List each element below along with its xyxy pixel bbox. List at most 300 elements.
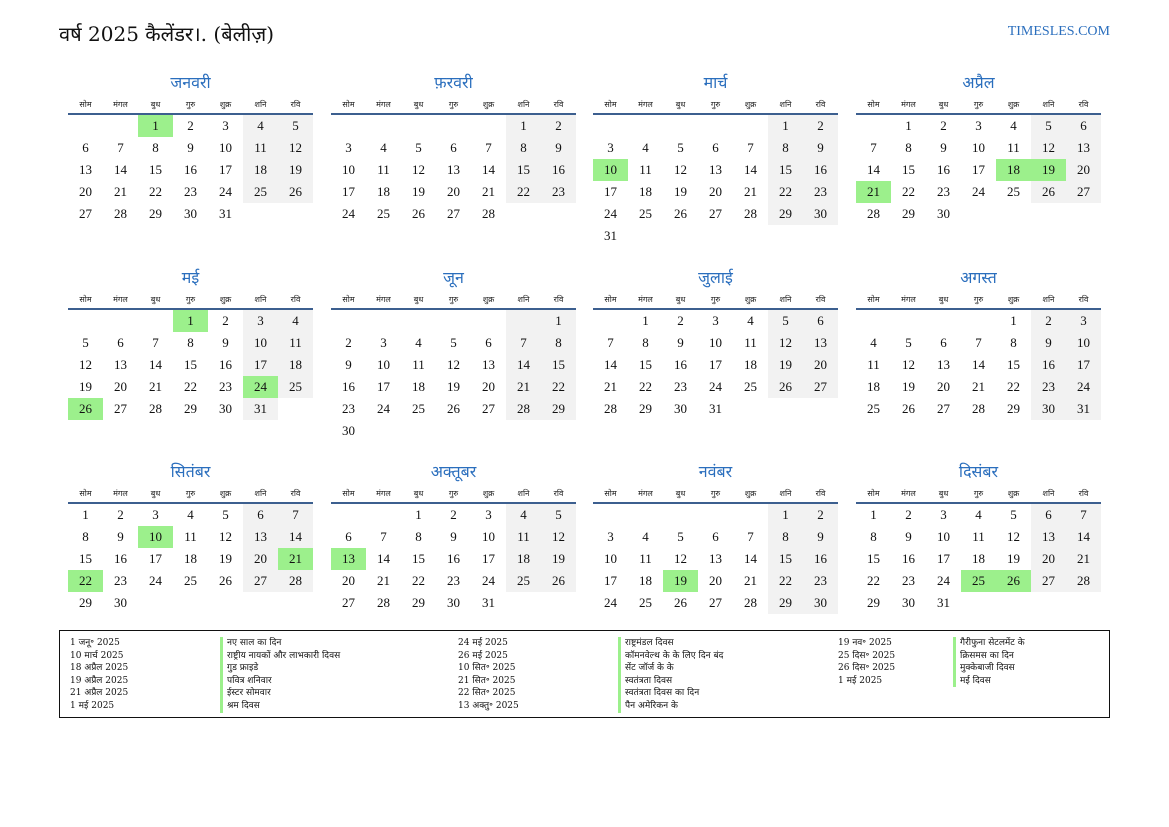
weekday-label: शुक्र [482, 295, 495, 304]
weekday-label: बुध [938, 489, 949, 498]
day-cell: 17 [709, 357, 722, 372]
day-cell: 28 [482, 206, 495, 221]
weekday-label: सोम [867, 295, 880, 304]
day-cell: 26 [902, 401, 915, 416]
day-cell: 27 [447, 206, 460, 221]
weekday-label: रवि [553, 489, 564, 498]
weekday-header [68, 98, 313, 112]
holiday-date: 1 मई 2025 [838, 675, 883, 686]
day-cell: 12 [1007, 529, 1020, 544]
day-cell: 3 [485, 507, 492, 522]
day-cell: 28 [604, 401, 617, 416]
day-cell: 29 [867, 595, 880, 610]
weekday-label: बुध [413, 100, 424, 109]
holiday-date: 21 सित॰ 2025 [458, 675, 516, 686]
holiday-day: 1 [138, 115, 173, 137]
day-cell: 18 [243, 159, 278, 181]
day-cell: 22 [902, 184, 915, 199]
day-cell: 30 [937, 206, 950, 221]
day-cell: 23 [937, 184, 950, 199]
weekday-label: शुक्र [1007, 100, 1020, 109]
day-grid [593, 310, 838, 420]
day-cell: 3 [152, 507, 159, 522]
day-cell: 26 [674, 595, 687, 610]
day-cell: 23 [541, 181, 576, 203]
holiday-name: सेंट जॉर्ज के के [618, 662, 723, 675]
day-cell: 13 [937, 357, 950, 372]
empty-cell [331, 310, 366, 332]
day-cell: 19 [412, 184, 425, 199]
day-cell: 7 [278, 504, 313, 526]
day-cell: 25 [1007, 184, 1020, 199]
holiday-name: स्वतंत्रता दिवस का दिन [618, 687, 723, 700]
day-cell: 7 [506, 332, 541, 354]
day-cell: 27 [1066, 181, 1101, 203]
day-cell: 4 [415, 335, 422, 350]
day-cell: 30 [114, 595, 127, 610]
day-cell: 17 [1066, 354, 1101, 376]
day-cell: 9 [940, 140, 947, 155]
day-cell: 30 [803, 203, 838, 225]
day-cell: 20 [709, 184, 722, 199]
empty-cell [103, 310, 138, 332]
day-cell: 6 [1031, 504, 1066, 526]
weekday-label: रवि [290, 100, 301, 109]
day-cell: 12 [278, 137, 313, 159]
day-cell: 14 [744, 551, 757, 566]
weekday-label: सोम [342, 489, 355, 498]
day-cell: 28 [867, 206, 880, 221]
day-cell: 28 [744, 206, 757, 221]
empty-cell [856, 115, 891, 137]
month-name: जून [443, 268, 464, 287]
weekday-label: गुरु [185, 100, 196, 109]
day-cell: 29 [149, 206, 162, 221]
holiday-day: 22 [68, 570, 103, 592]
day-cell: 15 [902, 162, 915, 177]
day-cell: 21 [604, 379, 617, 394]
month-calendar [593, 72, 838, 247]
site-link[interactable]: TIMESLES.COM [1007, 24, 1110, 39]
day-cell: 28 [377, 595, 390, 610]
day-cell: 6 [117, 335, 124, 350]
day-cell: 29 [768, 592, 803, 614]
holiday-name: गुड फ्राइडे [220, 662, 340, 675]
empty-cell [68, 310, 103, 332]
holiday-date: 26 मई 2025 [458, 650, 508, 661]
day-cell: 1 [905, 118, 912, 133]
day-cell: 11 [1007, 140, 1020, 155]
weekday-label: बुध [938, 100, 949, 109]
day-cell: 16 [937, 162, 950, 177]
day-cell: 4 [870, 335, 877, 350]
day-cell: 27 [243, 570, 278, 592]
holiday-list [59, 630, 1110, 718]
day-cell: 22 [412, 573, 425, 588]
day-cell: 3 [607, 529, 614, 544]
empty-cell [103, 115, 138, 137]
weekday-label: गुरु [973, 489, 984, 498]
day-grid [68, 115, 313, 225]
day-cell: 2 [803, 504, 838, 526]
empty-cell [628, 504, 663, 526]
day-cell: 28 [1066, 570, 1101, 592]
day-cell: 18 [184, 551, 197, 566]
weekday-label: सोम [342, 295, 355, 304]
day-cell: 13 [79, 162, 92, 177]
empty-cell [961, 310, 996, 332]
day-cell: 25 [744, 379, 757, 394]
empty-cell [891, 310, 926, 332]
day-cell: 11 [243, 137, 278, 159]
empty-cell [506, 310, 541, 332]
weekday-label: गुरु [448, 100, 459, 109]
day-cell: 27 [342, 595, 355, 610]
day-cell: 18 [744, 357, 757, 372]
weekday-header [68, 293, 313, 307]
day-cell: 22 [639, 379, 652, 394]
day-cell: 24 [149, 573, 162, 588]
day-cell: 30 [447, 595, 460, 610]
day-cell: 28 [506, 398, 541, 420]
weekday-label: शुक्र [744, 295, 757, 304]
weekday-label: शनि [1042, 100, 1055, 109]
weekday-label: मंगल [376, 100, 391, 109]
day-cell: 18 [377, 184, 390, 199]
day-cell: 27 [709, 206, 722, 221]
day-cell: 4 [975, 507, 982, 522]
day-cell: 19 [768, 354, 803, 376]
day-cell: 20 [1066, 159, 1101, 181]
empty-cell [698, 504, 733, 526]
day-cell: 26 [541, 570, 576, 592]
month-name: मई [181, 268, 200, 287]
day-cell: 17 [482, 551, 495, 566]
weekday-label: रवि [553, 100, 564, 109]
day-cell: 17 [149, 551, 162, 566]
day-cell: 7 [747, 529, 754, 544]
month-calendar [331, 72, 576, 225]
month-name: नवंबर [698, 462, 733, 481]
weekday-label: शनि [517, 295, 530, 304]
day-cell: 29 [412, 595, 425, 610]
day-cell: 11 [506, 526, 541, 548]
day-cell: 16 [803, 548, 838, 570]
day-cell: 2 [1031, 310, 1066, 332]
weekday-label: रवि [815, 295, 826, 304]
month-name: जनवरी [170, 73, 211, 92]
day-cell: 16 [803, 159, 838, 181]
day-cell: 8 [905, 140, 912, 155]
day-cell: 2 [541, 115, 576, 137]
day-cell: 23 [342, 401, 355, 416]
day-cell: 14 [1066, 526, 1101, 548]
month-name: दिसंबर [958, 462, 999, 481]
day-cell: 5 [415, 140, 422, 155]
day-cell: 13 [114, 357, 127, 372]
holiday-date: 25 दिस॰ 2025 [838, 650, 896, 661]
day-cell: 9 [541, 137, 576, 159]
day-cell: 22 [541, 376, 576, 398]
day-cell: 5 [1010, 507, 1017, 522]
day-cell: 20 [482, 379, 495, 394]
day-cell: 22 [1007, 379, 1020, 394]
day-cell: 26 [219, 573, 232, 588]
day-cell: 12 [412, 162, 425, 177]
day-cell: 23 [184, 184, 197, 199]
empty-cell [436, 310, 471, 332]
weekday-header [68, 487, 313, 501]
weekday-header [331, 487, 576, 501]
day-cell: 25 [506, 570, 541, 592]
weekday-label: शनि [1042, 295, 1055, 304]
day-cell: 14 [149, 357, 162, 372]
weekday-label: मंगल [113, 295, 128, 304]
day-cell: 21 [744, 573, 757, 588]
day-cell: 5 [278, 115, 313, 137]
weekday-header [331, 293, 576, 307]
day-cell: 24 [482, 573, 495, 588]
day-cell: 13 [803, 332, 838, 354]
day-cell: 30 [219, 401, 232, 416]
weekday-label: गुरु [710, 295, 721, 304]
empty-cell [733, 504, 768, 526]
day-cell: 7 [607, 335, 614, 350]
day-cell: 25 [639, 595, 652, 610]
day-cell: 17 [342, 184, 355, 199]
weekday-header [856, 98, 1101, 112]
day-cell: 2 [803, 115, 838, 137]
day-cell: 17 [937, 551, 950, 566]
day-cell: 16 [674, 357, 687, 372]
day-cell: 1 [82, 507, 89, 522]
weekday-label: सोम [79, 100, 92, 109]
day-cell: 22 [506, 181, 541, 203]
day-cell: 23 [674, 379, 687, 394]
day-cell: 20 [1031, 548, 1066, 570]
day-cell: 27 [1031, 570, 1066, 592]
weekday-label: रवि [290, 489, 301, 498]
day-cell: 7 [485, 140, 492, 155]
day-cell: 10 [1066, 332, 1101, 354]
day-cell: 5 [905, 335, 912, 350]
empty-cell [68, 115, 103, 137]
weekday-label: गुरु [710, 489, 721, 498]
weekday-header [856, 293, 1101, 307]
day-cell: 29 [1007, 401, 1020, 416]
day-cell: 2 [345, 335, 352, 350]
day-cell: 4 [1010, 118, 1017, 133]
empty-cell [401, 115, 436, 137]
day-cell: 6 [485, 335, 492, 350]
weekday-label: बुध [675, 489, 686, 498]
day-cell: 24 [342, 206, 355, 221]
day-cell: 31 [709, 401, 722, 416]
weekday-label: बुध [150, 489, 161, 498]
day-cell: 20 [447, 184, 460, 199]
holiday-day: 18 [996, 159, 1031, 181]
holiday-name: मुक्केबाजी दिवस [953, 662, 1025, 675]
day-cell: 13 [1066, 137, 1101, 159]
holiday-day: 21 [856, 181, 891, 203]
day-cell: 23 [219, 379, 232, 394]
holiday-date: 22 सित॰ 2025 [458, 688, 516, 699]
day-cell: 20 [114, 379, 127, 394]
weekday-header [593, 487, 838, 501]
empty-cell [663, 504, 698, 526]
day-cell: 5 [222, 507, 229, 522]
day-cell: 22 [867, 573, 880, 588]
holiday-name: स्वतंत्रता दिवस [618, 675, 723, 688]
day-cell: 7 [1066, 504, 1101, 526]
day-grid [856, 504, 1101, 614]
day-cell: 31 [243, 398, 278, 420]
holiday-name: राष्ट्रीय नायकों और लाभकारी दिवस [220, 650, 340, 663]
month-name: अप्रैल [962, 73, 995, 92]
month-name: मार्च [703, 73, 728, 92]
day-cell: 22 [768, 570, 803, 592]
day-cell: 18 [278, 354, 313, 376]
holiday-name: पवित्र शनिवार [220, 675, 340, 688]
day-cell: 10 [482, 529, 495, 544]
empty-cell [663, 115, 698, 137]
weekday-label: बुध [938, 295, 949, 304]
day-cell: 21 [482, 184, 495, 199]
day-cell: 29 [902, 206, 915, 221]
holiday-date: 21 अप्रैल 2025 [70, 688, 129, 699]
day-cell: 13 [1031, 526, 1066, 548]
empty-cell [593, 115, 628, 137]
holiday-name: पैन अमेरिकन के [618, 700, 723, 713]
day-cell: 26 [1031, 181, 1066, 203]
day-cell: 25 [243, 181, 278, 203]
weekday-label: बुध [150, 100, 161, 109]
day-cell: 2 [905, 507, 912, 522]
day-cell: 11 [278, 332, 313, 354]
day-cell: 22 [184, 379, 197, 394]
day-cell: 8 [187, 335, 194, 350]
day-cell: 3 [380, 335, 387, 350]
empty-cell [733, 115, 768, 137]
day-cell: 15 [541, 354, 576, 376]
day-cell: 1 [541, 310, 576, 332]
day-cell: 17 [604, 573, 617, 588]
day-cell: 19 [902, 379, 915, 394]
day-cell: 17 [377, 379, 390, 394]
day-cell: 24 [972, 184, 985, 199]
day-cell: 25 [377, 206, 390, 221]
empty-cell [926, 310, 961, 332]
month-calendar [856, 267, 1101, 420]
weekday-label: शुक्र [219, 489, 232, 498]
day-cell: 4 [187, 507, 194, 522]
day-cell: 23 [803, 181, 838, 203]
day-cell: 27 [79, 206, 92, 221]
empty-cell [628, 115, 663, 137]
day-cell: 21 [744, 184, 757, 199]
day-cell: 23 [902, 573, 915, 588]
day-cell: 6 [940, 335, 947, 350]
holiday-name: श्रम दिवस [220, 700, 340, 713]
day-cell: 29 [79, 595, 92, 610]
day-cell: 31 [937, 595, 950, 610]
weekday-label: गुरु [448, 295, 459, 304]
day-cell: 5 [450, 335, 457, 350]
day-cell: 29 [768, 203, 803, 225]
holiday-names-column [220, 637, 340, 713]
empty-cell [366, 504, 401, 526]
day-cell: 27 [709, 595, 722, 610]
day-cell: 24 [377, 401, 390, 416]
weekday-label: शनि [779, 295, 792, 304]
weekday-label: शनि [1042, 489, 1055, 498]
day-cell: 23 [114, 573, 127, 588]
day-cell: 21 [114, 184, 127, 199]
empty-cell [331, 504, 366, 526]
weekday-label: बुध [150, 295, 161, 304]
month-calendar [331, 267, 576, 442]
day-cell: 19 [278, 159, 313, 181]
day-cell: 15 [149, 162, 162, 177]
day-cell: 19 [447, 379, 460, 394]
holiday-day: 10 [593, 159, 628, 181]
holiday-name: राष्ट्रमंडल दिवस [618, 637, 723, 650]
weekday-label: शुक्र [744, 489, 757, 498]
day-cell: 4 [642, 529, 649, 544]
day-grid [856, 115, 1101, 225]
day-grid [68, 504, 313, 614]
weekday-label: मंगल [113, 100, 128, 109]
holiday-name: कॉमनवेल्थ के के लिए दिन बंद [618, 650, 723, 663]
weekday-label: बुध [675, 100, 686, 109]
day-cell: 14 [506, 354, 541, 376]
day-cell: 27 [803, 376, 838, 398]
weekday-label: सोम [604, 489, 617, 498]
day-cell: 18 [506, 548, 541, 570]
weekday-header [331, 98, 576, 112]
day-grid [331, 115, 576, 225]
day-cell: 30 [803, 592, 838, 614]
day-cell: 21 [377, 573, 390, 588]
weekday-label: सोम [342, 100, 355, 109]
weekday-label: मंगल [376, 295, 391, 304]
day-cell: 1 [768, 504, 803, 526]
day-cell: 14 [278, 526, 313, 548]
day-cell: 20 [709, 573, 722, 588]
day-cell: 20 [803, 354, 838, 376]
day-cell: 8 [152, 140, 159, 155]
day-cell: 27 [114, 401, 127, 416]
day-cell: 9 [677, 335, 684, 350]
day-cell: 7 [152, 335, 159, 350]
day-cell: 10 [377, 357, 390, 372]
holiday-day: 1 [173, 310, 208, 332]
day-cell: 9 [803, 526, 838, 548]
day-cell: 20 [79, 184, 92, 199]
month-name: अगस्त [960, 268, 997, 287]
day-cell: 15 [184, 357, 197, 372]
day-cell: 30 [184, 206, 197, 221]
empty-cell [471, 310, 506, 332]
day-cell: 13 [243, 526, 278, 548]
day-cell: 26 [768, 376, 803, 398]
day-cell: 22 [768, 181, 803, 203]
day-cell: 12 [1031, 137, 1066, 159]
weekday-label: शुक्र [1007, 489, 1020, 498]
day-cell: 5 [677, 140, 684, 155]
weekday-label: रवि [1078, 489, 1089, 498]
day-cell: 2 [450, 507, 457, 522]
